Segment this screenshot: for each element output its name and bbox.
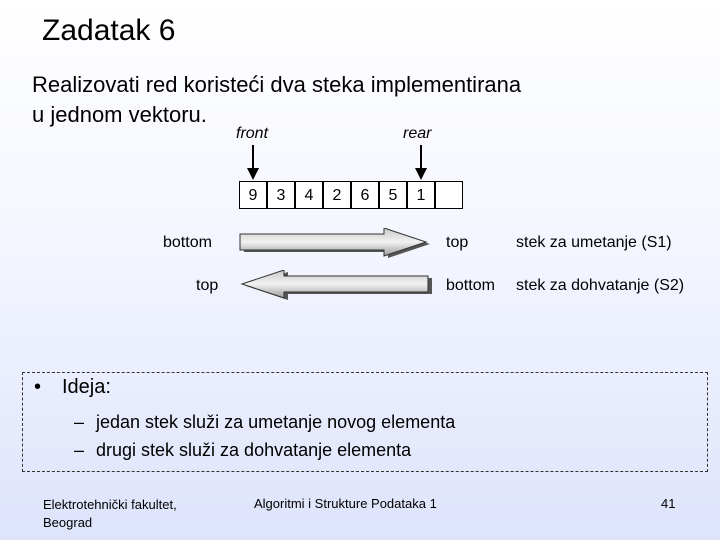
front-pointer-arrow xyxy=(247,145,259,180)
idea-item-2: drugi stek služi za dohvatanje elementa xyxy=(96,440,412,460)
vector-cell-6: 1 xyxy=(407,181,435,209)
idea-dash-icon: – xyxy=(74,412,85,432)
vector-cell-1: 3 xyxy=(267,181,295,209)
s2-right-label: bottom xyxy=(446,277,495,294)
s2-left-label: top xyxy=(196,277,219,294)
s1-right-arrow-icon xyxy=(238,228,438,262)
s1-left-label: bottom xyxy=(163,234,212,251)
idea-item-1: jedan stek služi za umetanje novog elementa xyxy=(96,412,456,432)
s2-stack-label: stek za dohvatanje (S2) xyxy=(516,277,685,294)
rear-pointer-label: rear xyxy=(403,125,432,142)
idea-bullet-icon: • xyxy=(34,376,42,398)
task-description-line-2: u jednom vektoru. xyxy=(32,102,207,127)
footer-page-number: 41 xyxy=(661,496,676,511)
footer-institution xyxy=(43,496,177,532)
footer-course: Algoritmi i Strukture Podataka 1 xyxy=(254,496,437,511)
s1-stack-label: stek za umetanje (S1) xyxy=(516,234,672,251)
vector-cell-3: 2 xyxy=(323,181,351,209)
idea-dash-icon: – xyxy=(74,440,85,460)
vector-cell-4: 6 xyxy=(351,181,379,209)
footer-institution-line-2: Beograd xyxy=(43,515,93,530)
task-description-line-1: Realizovati red koristeći dva steka implementirana xyxy=(32,72,522,97)
slide-title: Zadatak 6 xyxy=(42,14,176,47)
vector-cell-5: 5 xyxy=(379,181,407,209)
front-pointer-label: front xyxy=(236,125,269,142)
vector-cell-7 xyxy=(435,181,463,209)
s2-left-arrow-icon xyxy=(238,270,438,304)
rear-pointer-arrow xyxy=(415,145,427,180)
footer-institution-line-1: Elektrotehnički fakultet, xyxy=(43,497,177,512)
vector-cell-2: 4 xyxy=(295,181,323,209)
s1-right-label: top xyxy=(446,234,469,251)
vector-cell-0: 9 xyxy=(239,181,267,209)
idea-heading: Ideja: xyxy=(62,376,111,398)
